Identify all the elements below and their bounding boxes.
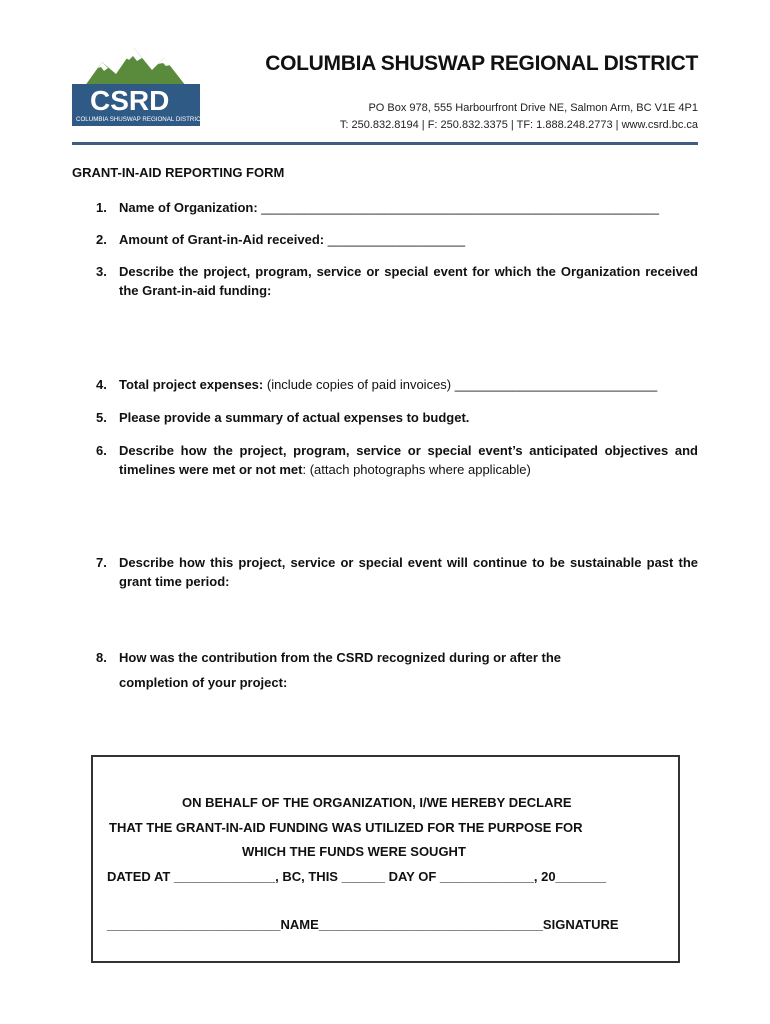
item-label: Describe how this project, service or special event will continue to be sustainable past the grant time period:	[119, 555, 698, 589]
logo-subtext: COLUMBIA SHUSWAP REGIONAL DISTRICT	[76, 116, 200, 123]
item-note: (include copies of paid invoices)	[263, 377, 455, 392]
item-label: Name of Organization:	[119, 200, 262, 215]
item-number: 8.	[96, 650, 107, 665]
dated-line[interactable]: DATED AT ______________, BC, THIS ______ DAY OF _____________, 20_______	[107, 869, 607, 884]
item-number: 6.	[96, 443, 107, 458]
item-7-sustainability	[96, 553, 698, 591]
organization-title: COLUMBIA SHUSWAP REGIONAL DISTRICT	[265, 52, 698, 75]
contact-line: T: 250.832.8194 | F: 250.832.3375 | TF: 1.888.248.2773 | www.csrd.bc.ca	[339, 119, 698, 131]
item-label: Describe the project, program, service or special event for which the Organization received the Grant-in-aid funding:	[119, 264, 698, 298]
item-2-amount-received	[96, 230, 698, 249]
expenses-blank[interactable]: ____________________________	[454, 377, 658, 392]
item-label: Total project expenses:	[119, 377, 264, 392]
item-number: 7.	[96, 555, 107, 570]
logo-text: CSRD	[90, 85, 170, 116]
item-8-recognition-continued	[96, 673, 698, 692]
csrd-logo	[72, 44, 200, 126]
item-number: 5.	[96, 410, 107, 425]
item-1-organization-name	[96, 198, 698, 217]
amount-blank[interactable]: ___________________	[327, 232, 466, 247]
item-label-line-1: How was the contribution from the CSRD recognized during or after the	[119, 650, 562, 665]
form-title: GRANT-IN-AID REPORTING FORM	[72, 165, 285, 180]
mountain-logo-icon	[72, 44, 200, 126]
organization-name-blank[interactable]: _______________________________________________________	[261, 200, 659, 215]
declaration-line-2: THAT THE GRANT-IN-AID FUNDING WAS UTILIZED FOR THE PURPOSE FOR	[109, 820, 583, 835]
item-number: 1.	[96, 200, 107, 215]
item-label: Please provide a summary of actual expenses to budget.	[119, 410, 470, 425]
item-number: 4.	[96, 377, 107, 392]
item-6-objectives	[96, 441, 698, 479]
item-label: Amount of Grant-in-Aid received:	[119, 232, 328, 247]
declaration-line-3: WHICH THE FUNDS WERE SOUGHT	[242, 844, 466, 859]
item-label-line-2: completion of your project:	[119, 675, 288, 690]
declaration-line-1: ON BEHALF OF THE ORGANIZATION, I/WE HEREBY DECLARE	[182, 795, 572, 810]
item-3-project-description	[96, 262, 698, 300]
item-number: 2.	[96, 232, 107, 247]
address-line: PO Box 978, 555 Harbourfront Drive NE, Salmon Arm, BC V1E 4P1	[368, 102, 698, 114]
item-note: : (attach photographs where applicable)	[302, 462, 531, 477]
item-4-total-expenses	[96, 375, 698, 394]
item-number: 3.	[96, 264, 107, 279]
name-signature-line[interactable]: ________________________NAME_______________________________SIGNATURE	[107, 917, 619, 932]
item-5-expense-summary	[96, 408, 698, 427]
header-divider	[72, 142, 698, 145]
item-8-recognition	[96, 648, 698, 667]
item-label: Describe how the project, program, service or special event’s anticipated objectives and timelines were met or not met	[119, 443, 698, 477]
